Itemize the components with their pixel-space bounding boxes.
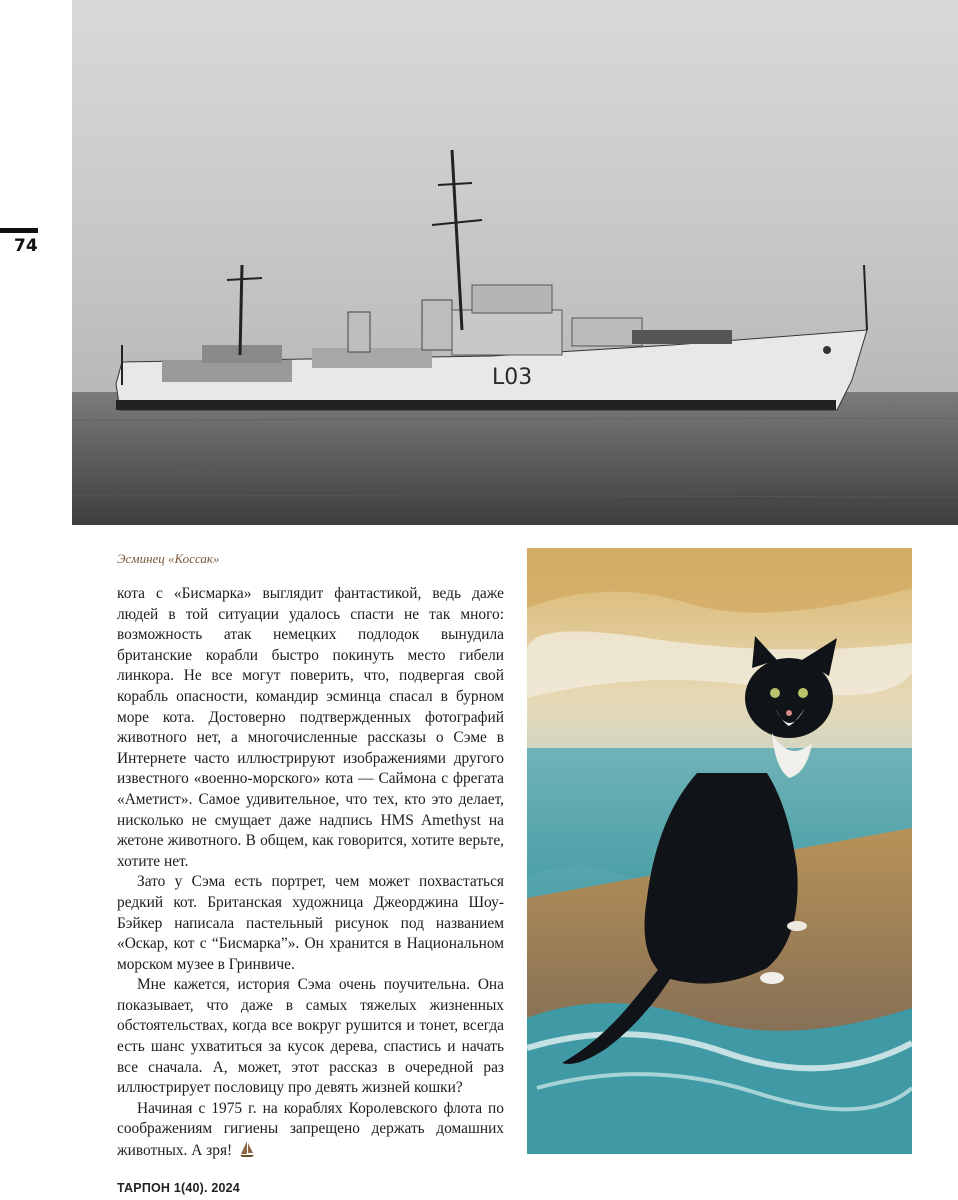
page-number: 74: [14, 236, 38, 256]
article-body: [117, 584, 504, 1162]
hull-number: L03: [492, 365, 533, 390]
paragraph: Мне кажется, история Сэма очень поучительна. Она показывает, что даже в самых тяжелых жизненных обстоятельствах, когда все вокруг рушится и тонет, всегда есть шанс ухватиться за кусок дерева, спастись и начать все сначала. А, может, этот рассказ в очередной раз иллюстрирует пословицу про девять жизней кошки?: [117, 976, 504, 1097]
footer-issue: ТАРПОН 1(40). 2024: [117, 1181, 240, 1195]
paragraph: Зато у Сэма есть портрет, чем может похвастаться редкий кот. Британская художница Джеорджина Шоу-Бэйкер написала пастельный рисунок под названием «Оскар, кот с “Бисмарка”». Он хранится в Национальном морском музее в Гринвиче.: [117, 873, 504, 973]
cat-painting: [527, 548, 912, 1154]
ship-photo: [72, 0, 958, 525]
sailboat-end-mark-icon: [238, 1140, 256, 1158]
page-marker-bar: [0, 228, 38, 233]
paragraph: Начиная с 1975 г. на кораблях Королевского флота по соображениям гигиены запрещено держать домашних животных. А зря!: [117, 1099, 504, 1160]
photo-caption: Эсминец «Коссак»: [117, 551, 220, 566]
paragraph: кота с «Бисмарка» выглядит фантастикой, ведь даже людей в той ситуации удалось спасти не так много: возможность атак немецких подлодок вынудила британские корабли быстро покинуть место гибели линкора. Не все могут поверить, что, подвергая свой корабль опасности, командир эсминца спасал в бурном море кота. Достоверно подтвержденных фотографий животного нет, а многочисленные рассказы о Сэме в Интернете часто иллюстрируют изображениями другого известного «военно-морского» кота — Саймона с фрегата «Аметист». Самое удивительное, что тех, кто это делает, нисколько не смущает даже надпись HMS Amethyst на жетоне животного. В общем, как говорится, хотите верьте, хотите нет.: [117, 585, 504, 870]
